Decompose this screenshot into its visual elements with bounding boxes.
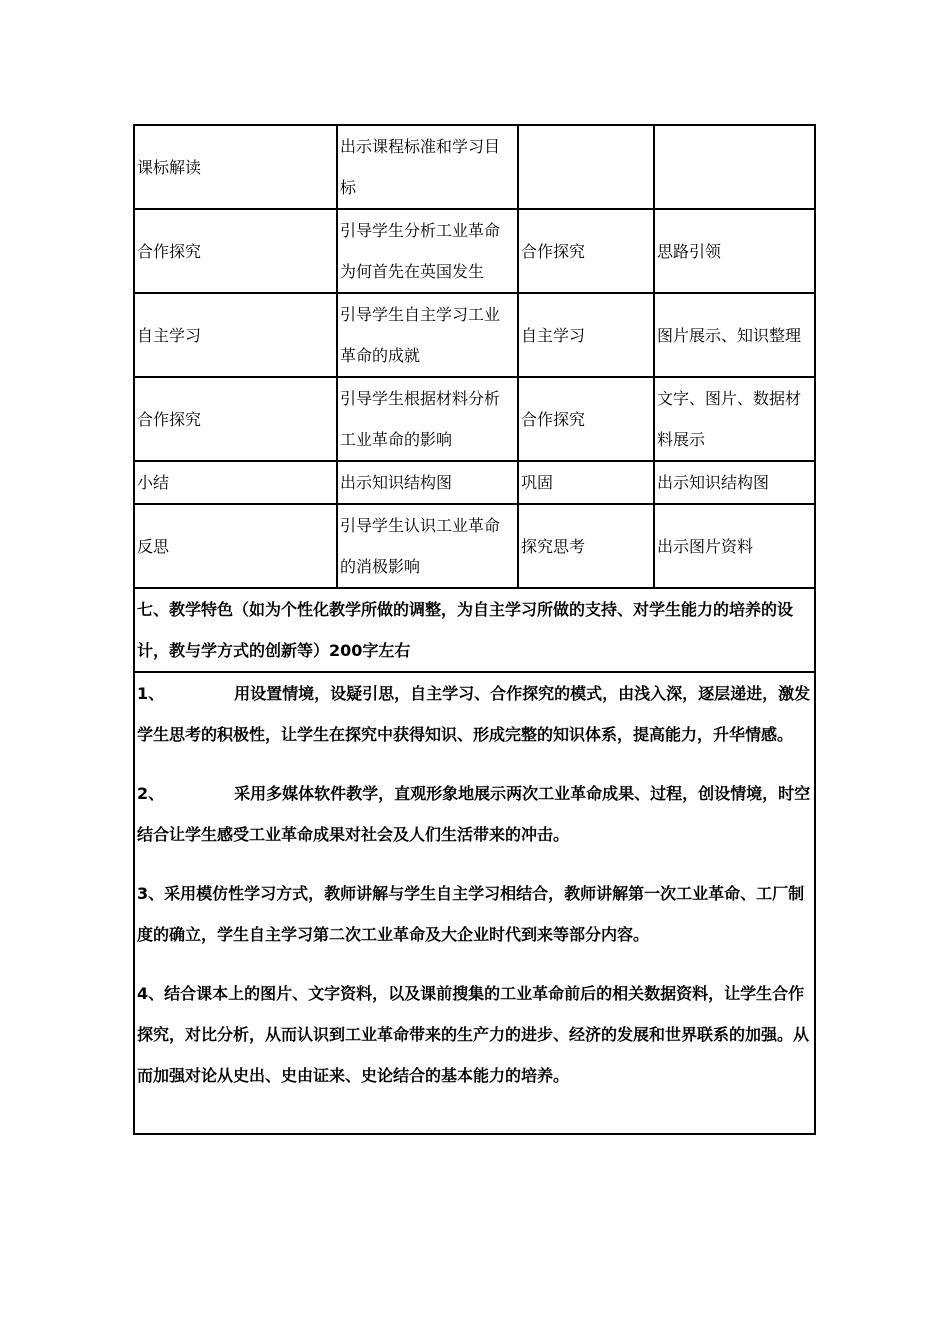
cell-stage: 合作探究 — [134, 377, 337, 461]
table-row — [134, 293, 815, 377]
feature-text: 用设置情境，设疑引思，自主学习、合作探究的模式，由浅入深，逐层递进，激发学生思考的积极性，让学生在探究中获得知识、形成完整的知识体系，提高能力，升华情感。 — [137, 684, 811, 744]
section-heading-row — [134, 588, 815, 672]
lesson-plan-table — [133, 124, 816, 1135]
feature-text: 结合课本上的图片、文字资料，以及课前搜集的工业革命前后的相关数据资料，让学生合作探究，对比分析，从而认识到工业革命带来的生产力的进步、经济的发展和世界联系的加强。从而加强对论从史出、史由证来、史论结合的基本能力的培养。 — [137, 984, 810, 1085]
cell-teacher-activity: 引导学生分析工业革命为何首先在英国发生 — [337, 209, 518, 293]
cell-student-activity: 探究思考 — [518, 504, 654, 588]
table-row — [134, 209, 815, 293]
cell-teacher-activity: 引导学生根据材料分析工业革命的影响 — [337, 377, 518, 461]
cell-stage: 反思 — [134, 504, 337, 588]
table-row — [134, 125, 815, 209]
cell-student-activity: 合作探究 — [518, 209, 654, 293]
cell-student-activity: 合作探究 — [518, 377, 654, 461]
cell-media: 思路引领 — [654, 209, 815, 293]
cell-teacher-activity: 引导学生认识工业革命的消极影响 — [337, 504, 518, 588]
feature-item-3 — [137, 873, 812, 955]
features-row — [134, 672, 815, 1134]
cell-student-activity: 巩固 — [518, 461, 654, 504]
section-7-heading: 七、教学特色（如为个性化教学所做的调整，为自主学习所做的支持、对学生能力的培养的设计，教与学方式的创新等）200字左右 — [134, 588, 815, 672]
cell-teacher-activity: 引导学生自主学习工业革命的成就 — [337, 293, 518, 377]
feature-text: 采用模仿性学习方式，教师讲解与学生自主学习相结合，教师讲解第一次工业革命、工厂制度的确立，学生自主学习第二次工业革命及大企业时代到来等部分内容。 — [137, 884, 805, 944]
cell-stage: 自主学习 — [134, 293, 337, 377]
cell-teacher-activity: 出示知识结构图 — [337, 461, 518, 504]
cell-student-activity — [518, 125, 654, 209]
cell-media: 文字、图片、数据材料展示 — [654, 377, 815, 461]
feature-number: 1、 — [137, 684, 165, 703]
cell-media: 图片展示、知识整理 — [654, 293, 815, 377]
feature-item-4 — [137, 973, 812, 1096]
feature-number: 4、 — [137, 984, 165, 1003]
cell-stage: 小结 — [134, 461, 337, 504]
cell-student-activity: 自主学习 — [518, 293, 654, 377]
cell-teacher-activity: 出示课程标准和学习目标 — [337, 125, 518, 209]
feature-text: 采用多媒体软件教学，直观形象地展示两次工业革命成果、过程，创设情境，时空结合让学生感受工业革命成果对社会及人们生活带来的冲击。 — [137, 784, 811, 844]
table-row — [134, 377, 815, 461]
table-row — [134, 461, 815, 504]
table-row — [134, 504, 815, 588]
cell-stage: 合作探究 — [134, 209, 337, 293]
feature-number: 2、 — [137, 784, 165, 803]
cell-media: 出示知识结构图 — [654, 461, 815, 504]
feature-item-2 — [137, 773, 812, 855]
feature-item-1 — [137, 673, 812, 755]
feature-number: 3、 — [137, 884, 165, 903]
cell-stage: 课标解读 — [134, 125, 337, 209]
cell-media — [654, 125, 815, 209]
teaching-features-cell — [134, 672, 815, 1134]
cell-media: 出示图片资料 — [654, 504, 815, 588]
